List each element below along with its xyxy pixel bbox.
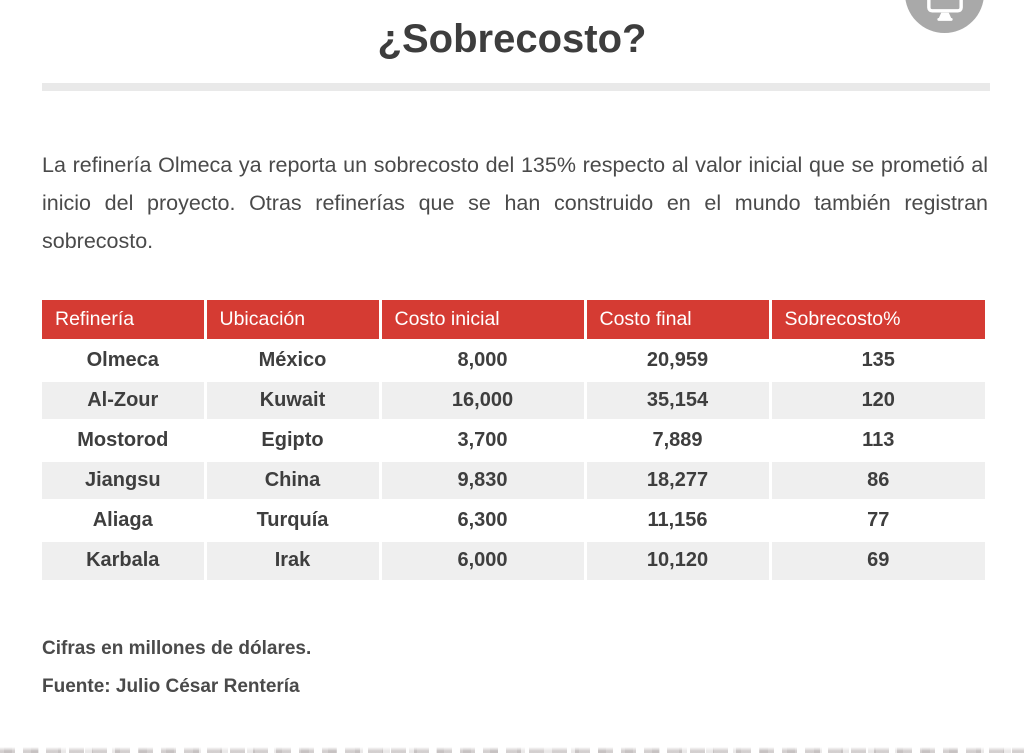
table-row (42, 380, 985, 420)
table-cell: 113 (770, 420, 985, 460)
table-cell: 77 (770, 500, 985, 540)
table-cell: 18,277 (585, 460, 770, 500)
table-cell: Olmeca (86, 348, 159, 371)
table-row (42, 460, 985, 500)
table-cell: Jiangsu (84, 468, 161, 491)
table-cell: 7,889 (585, 420, 770, 460)
table-cell: 20,959 (585, 340, 770, 380)
column-header: Refinería (42, 300, 205, 340)
table-body (42, 340, 985, 580)
table-row (42, 420, 985, 460)
table-cell: 10,120 (585, 540, 770, 580)
column-header: Costo inicial (380, 300, 585, 340)
table-cell: Turquía (205, 500, 380, 540)
table-cell: 6,000 (380, 540, 585, 580)
column-header: Sobrecosto% (770, 300, 985, 340)
column-header: Costo final (585, 300, 770, 340)
table-cell: 8,000 (380, 340, 585, 380)
table-cell: Al-Zour (87, 388, 159, 411)
source-note: Fuente: Julio César Rentería (42, 676, 300, 697)
page-title: ¿Sobrecosto? (377, 17, 647, 61)
cost-table-container (42, 300, 985, 580)
table-cell: Kuwait (205, 380, 380, 420)
table-header (42, 300, 985, 340)
table-cell: México (205, 340, 380, 380)
column-header: Ubicación (205, 300, 380, 340)
table-cell: 6,300 (380, 500, 585, 540)
cost-table (42, 300, 985, 580)
title-divider (42, 83, 990, 91)
table-header-row (42, 300, 985, 340)
table-cell: Mostorod (77, 428, 169, 451)
footnotes (42, 630, 311, 706)
table-cell: China (205, 460, 380, 500)
units-note: Cifras en millones de dólares. (42, 638, 312, 659)
table-cell: 9,830 (380, 460, 585, 500)
table-cell: 3,700 (380, 420, 585, 460)
intro-paragraph: La refinería Olmeca ya reporta un sobrecosto del 135% respecto al valor inicial que se prometió al inicio del proyecto. Otras refinerías que se han construido en el mundo también registran sobrecosto. (42, 153, 988, 253)
table-cell: 135 (770, 340, 985, 380)
bottom-edge-pattern (0, 747, 1024, 753)
table-cell: Irak (205, 540, 380, 580)
table-cell: Karbala (86, 549, 160, 572)
table-cell: 35,154 (585, 380, 770, 420)
table-cell: 120 (770, 380, 985, 420)
table-cell: 69 (770, 540, 985, 580)
table-row (42, 340, 985, 380)
table-cell: 86 (770, 460, 985, 500)
table-cell: 11,156 (585, 500, 770, 540)
table-row (42, 500, 985, 540)
table-cell: Aliaga (92, 508, 153, 531)
table-row (42, 540, 985, 580)
table-cell: 16,000 (380, 380, 585, 420)
table-cell: Egipto (205, 420, 380, 460)
